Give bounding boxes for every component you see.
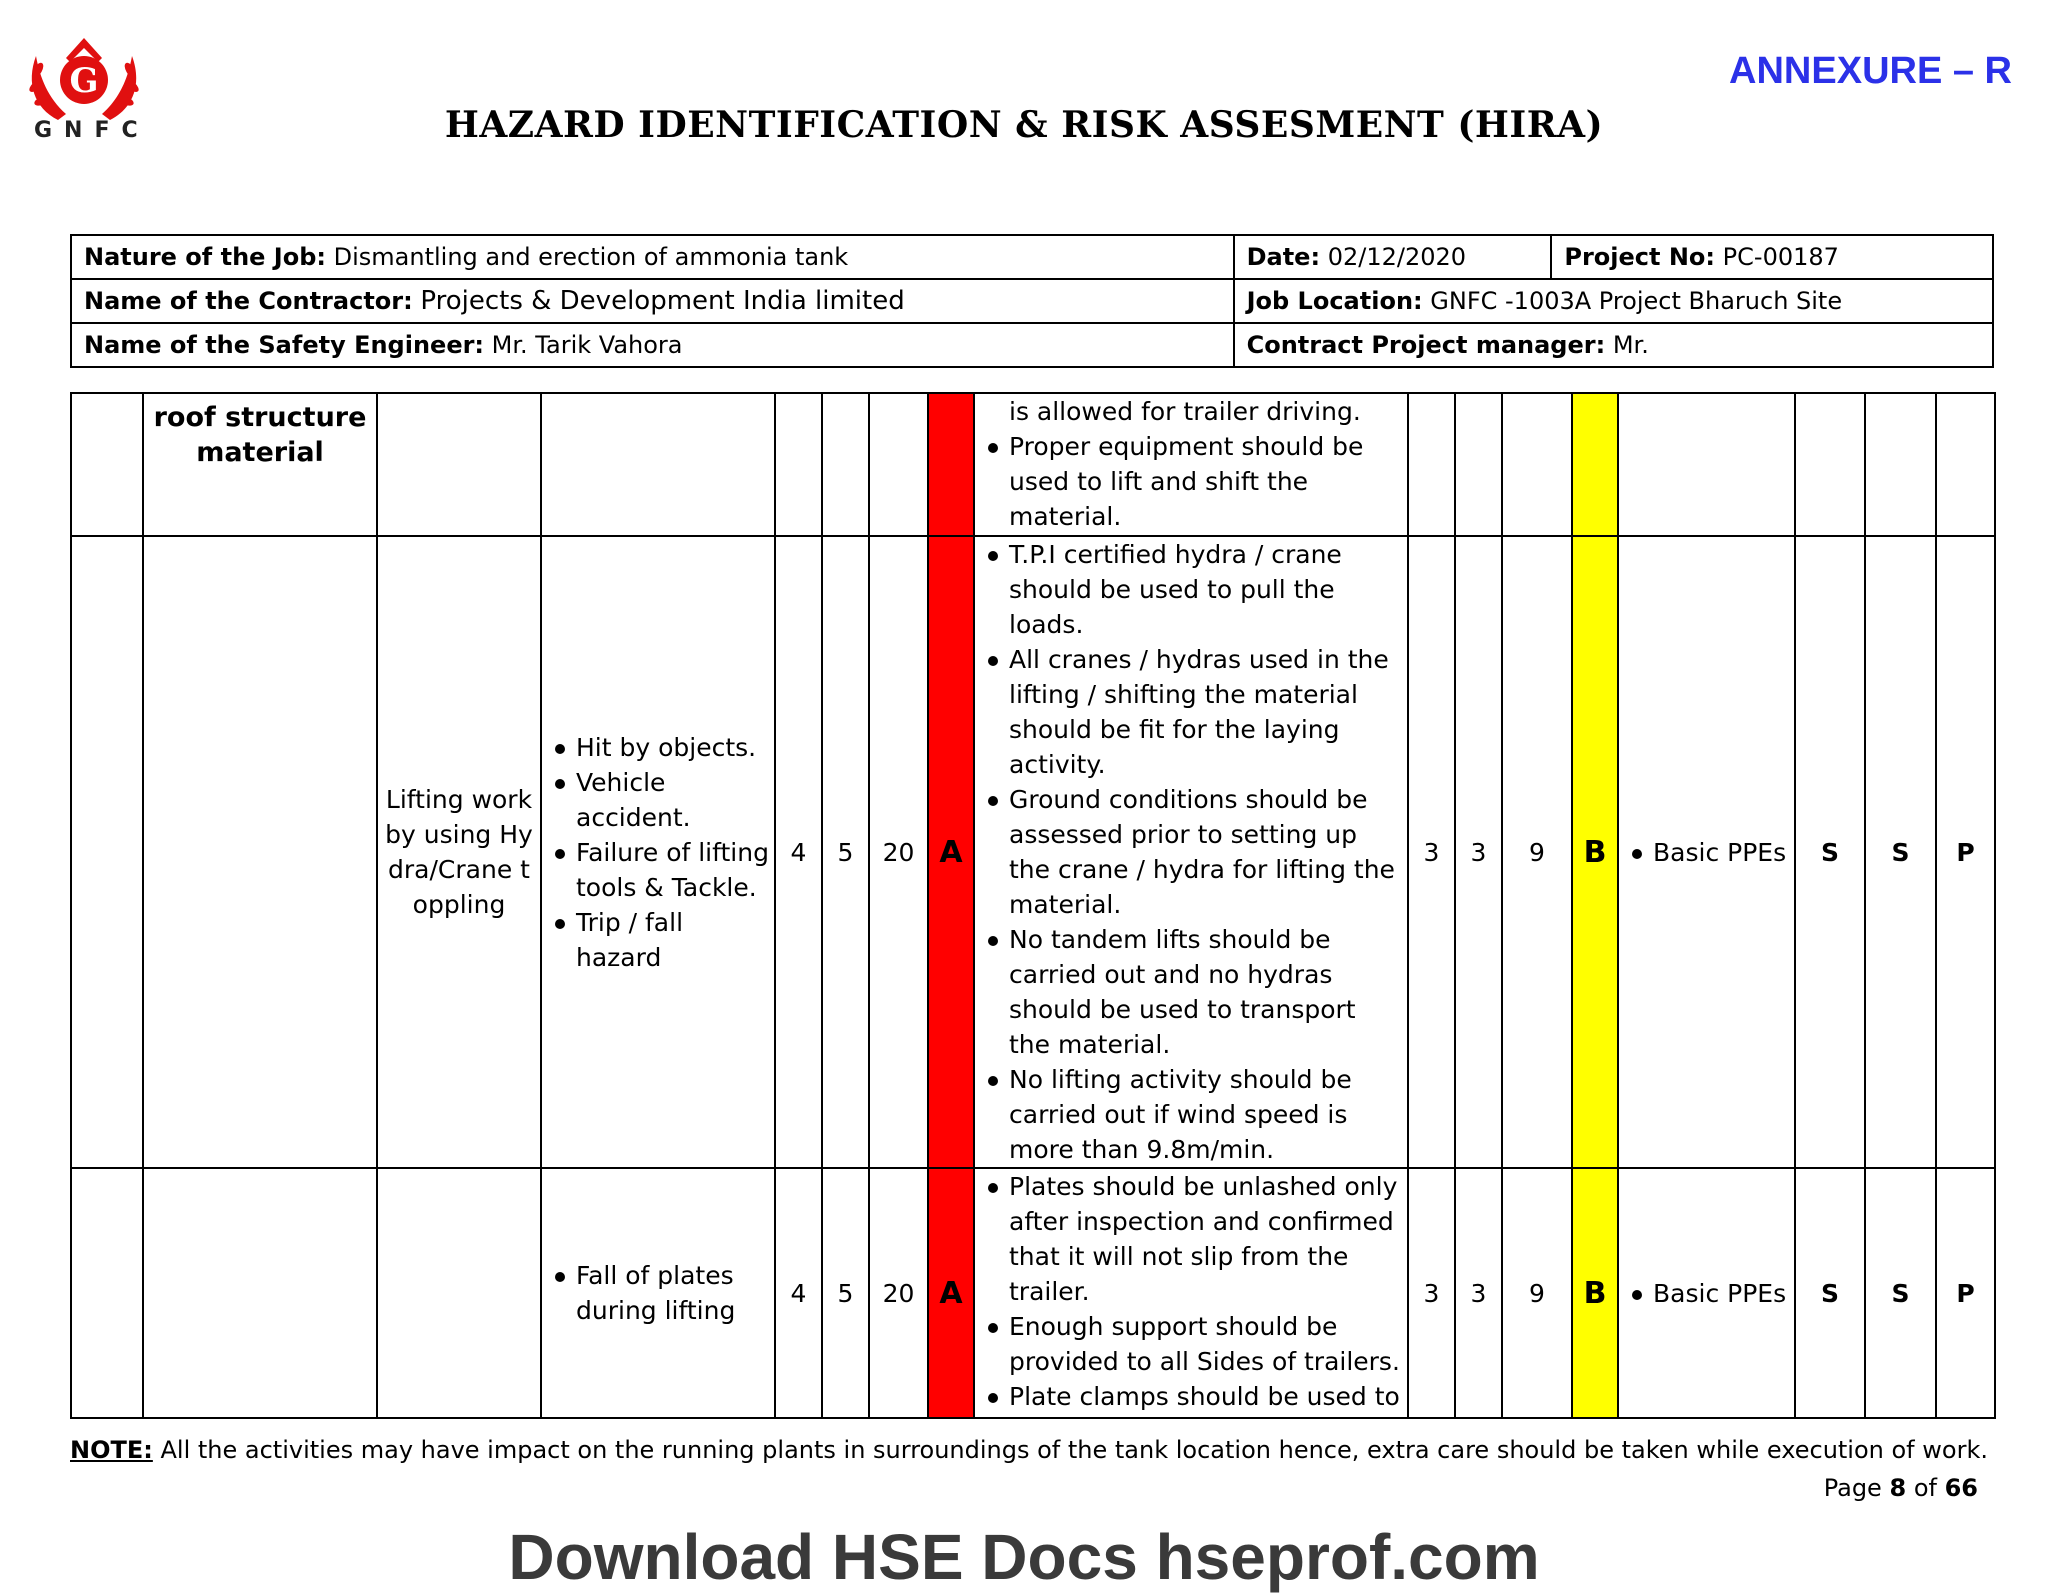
control-measures: is allowed for trailer driving. Proper equipment should be used to lift and shift the material. [974,393,1408,536]
list-item: No tandem lifts should be carried out and no hydras should be used to transport the material. [979,922,1403,1062]
job-step: Lifting work by using Hydra/Crane toppling [377,536,541,1168]
ppe-required [1618,1168,1795,1418]
residual-risk-grade: B [1572,1168,1618,1418]
list-item: Plates should be unlashed only after inspection and confirmed that it will not slip from the trailer. [979,1169,1403,1309]
risk-score: 20 [869,536,928,1168]
project-manager: Contract Project manager: Mr. [1234,323,1993,367]
responsibility-cell: S [1795,1168,1865,1418]
list-item: Plate clamps should be used to [979,1379,1403,1414]
initial-risk-grade: A [928,536,974,1168]
residual-probability: 3 [1408,536,1455,1168]
responsibility-cell: S [1795,536,1865,1168]
list-item: Proper equipment should be used to lift and shift the material. [979,429,1403,534]
nature-of-job: Nature of the Job: Dismantling and erection of ammonia tank [71,235,1234,279]
project-number: Project No: PC-00187 [1551,235,1993,279]
probability: 4 [775,1168,822,1418]
footer-note: NOTE: All the activities may have impact on the running plants in surroundings of the tank location hence, extra care should be taken while execution of work. [70,1436,1988,1464]
watermark-text: Download HSE Docs hseprof.com [508,1521,1540,1593]
list-item: No lifting activity should be carried out if wind speed is more than 9.8m/min. [979,1062,1403,1167]
responsibility-cell: P [1936,536,1995,1168]
initial-risk-grade [928,393,974,536]
list-item: Enough support should be provided to all Sides of trailers. [979,1309,1403,1379]
contractor-name: Name of the Contractor: Projects & Development India limited [71,279,1234,323]
residual-severity: 3 [1455,1168,1502,1418]
document-title: HAZARD IDENTIFICATION & RISK ASSESMENT (HIRA) [444,104,1604,146]
control-measures [974,1168,1408,1418]
residual-risk-grade [1572,393,1618,536]
probability: 4 [775,536,822,1168]
list-item: Basic PPEs [1623,835,1790,870]
annexure-label: ANNEXURE – R [1729,50,2012,92]
list-item: Fall of plates during lifting [546,1258,770,1328]
safety-engineer: Name of the Safety Engineer: Mr. Tarik Vahora [71,323,1234,367]
risk-score: 20 [869,1168,928,1418]
job-location: Job Location: GNFC -1003A Project Bharuch Site [1234,279,1993,323]
activity-cell: roof structure material [143,393,377,536]
table-row [71,1168,1995,1418]
hazards [541,536,775,1168]
control-measures [974,536,1408,1168]
severity: 5 [822,1168,869,1418]
residual-probability: 3 [1408,1168,1455,1418]
list-item: T.P.I certified hydra / crane should be used to pull the loads. [979,537,1403,642]
job-date: Date: 02/12/2020 [1234,235,1552,279]
svg-text:G: G [69,61,99,101]
list-item: Ground conditions should be assessed prior to setting up the crane / hydra for lifting the material. [979,782,1403,922]
list-item: Trip / fall hazard [546,905,770,975]
table-row [71,393,1995,536]
ppe-required [1618,536,1795,1168]
hazards [541,1168,775,1418]
responsibility-cell: S [1865,536,1936,1168]
list-item: Hit by objects. [546,730,770,765]
residual-risk-grade: B [1572,536,1618,1168]
list-item: All cranes / hydras used in the lifting / shifting the material should be fit for the laying activity. [979,642,1403,782]
severity: 5 [822,536,869,1168]
residual-risk-score: 9 [1502,1168,1572,1418]
residual-risk-score: 9 [1502,536,1572,1168]
initial-risk-grade: A [928,1168,974,1418]
logo-text: GNFC [34,118,150,143]
list-item: Failure of lifting tools & Tackle. [546,835,770,905]
table-row [71,536,1995,1168]
job-info-table [70,234,1994,368]
hira-table [70,392,1996,1419]
page-number: Page 8 of 66 [1823,1474,1978,1502]
responsibility-cell: P [1936,1168,1995,1418]
list-item: Vehicle accident. [546,765,770,835]
responsibility-cell: S [1865,1168,1936,1418]
residual-severity: 3 [1455,536,1502,1168]
list-item: Basic PPEs [1623,1276,1790,1311]
